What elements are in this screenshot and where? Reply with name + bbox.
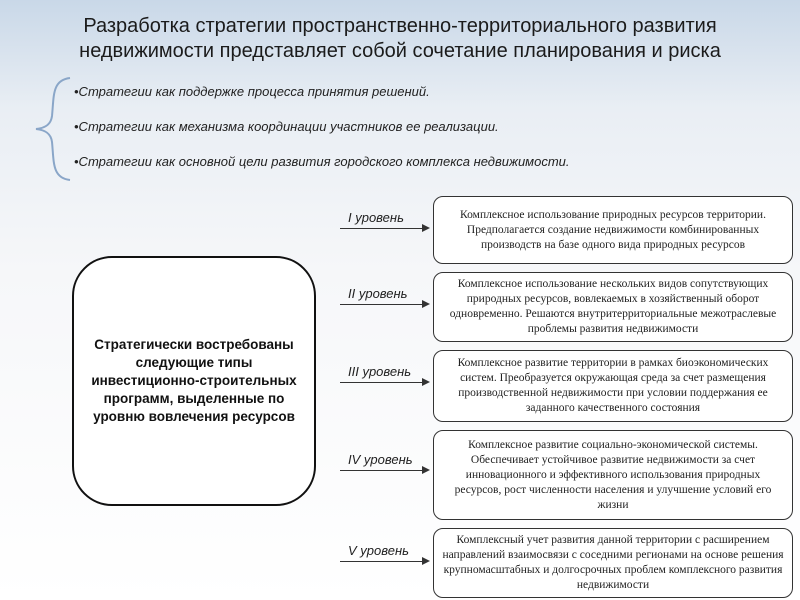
level-5-text: Комплексный учет развития данной территории с расширением направлений взаимосвязи с соседними регионами на основе решения крупномасштабных и долгосрочных проблем комплексного развития недвижимости (442, 534, 784, 591)
investment-programs-text: Стратегически востребованы следующие типы инвестиционно-строительных программ, выделенные по уровню вовлечения ресурсов (91, 337, 297, 424)
level-5-arrow-icon (422, 557, 430, 565)
level-2-label: II уровень (348, 286, 408, 301)
level-1-box (433, 196, 793, 264)
level-4-arrow-icon (422, 466, 430, 474)
level-5-label: V уровень (348, 543, 409, 558)
bullet-item: •Стратегии как механизма координации участников ее реализации. (74, 119, 499, 134)
level-4-text: Комплексное развитие социально-экономической системы. Обеспечивает устойчивое развитие недвижимости за счет инновационного и эффективного использования природных ресурсов, рост численности населения и улучшение условий его жизни (454, 438, 772, 511)
level-4-box (433, 430, 793, 520)
level-4-line (340, 470, 424, 471)
level-1-arrow-icon (422, 224, 430, 232)
level-5-line (340, 561, 424, 562)
level-2-arrow-icon (422, 300, 430, 308)
level-2-line (340, 304, 424, 305)
level-1-label: I уровень (348, 210, 404, 225)
investment-programs-box (72, 256, 316, 506)
level-1-line (340, 228, 424, 229)
bullet-item: •Стратегии как поддержке процесса принятия решений. (74, 84, 430, 99)
level-2-box (433, 272, 793, 342)
curly-brace-icon (30, 76, 80, 182)
level-3-text: Комплексное развитие территории в рамках биоэкономических систем. Преобразуется окружающая среда за счет размещения производственной недвижимости при условии поддержания ее заданного качественного состояния (457, 357, 769, 414)
level-2-text: Комплексное использование нескольких видов сопутствующих природных ресурсов, вовлекаемых в хозяйственный оборот одновременно. Решаются внутритерриториальные межотраслевые проблемы развития недвижимости (449, 278, 777, 335)
level-3-label: III уровень (348, 364, 412, 379)
slide-title: Разработка стратегии пространственно-территориального развития недвижимости представляет собой сочетание планирования и риска (79, 15, 721, 62)
level-3-line (340, 382, 424, 383)
bullet-item: •Стратегии как основной цели развития городского комплекса недвижимости. (74, 154, 570, 169)
level-3-arrow-icon (422, 378, 430, 386)
bullet-list (74, 84, 774, 189)
level-3-box (433, 350, 793, 422)
level-5-box (433, 528, 793, 598)
level-4-label: IV уровень (348, 452, 413, 467)
level-1-text: Комплексное использование природных ресурсов территории. Предполагается создание недвижимости комбинированных производств на базе одного вида природных ресурсов (460, 208, 766, 251)
